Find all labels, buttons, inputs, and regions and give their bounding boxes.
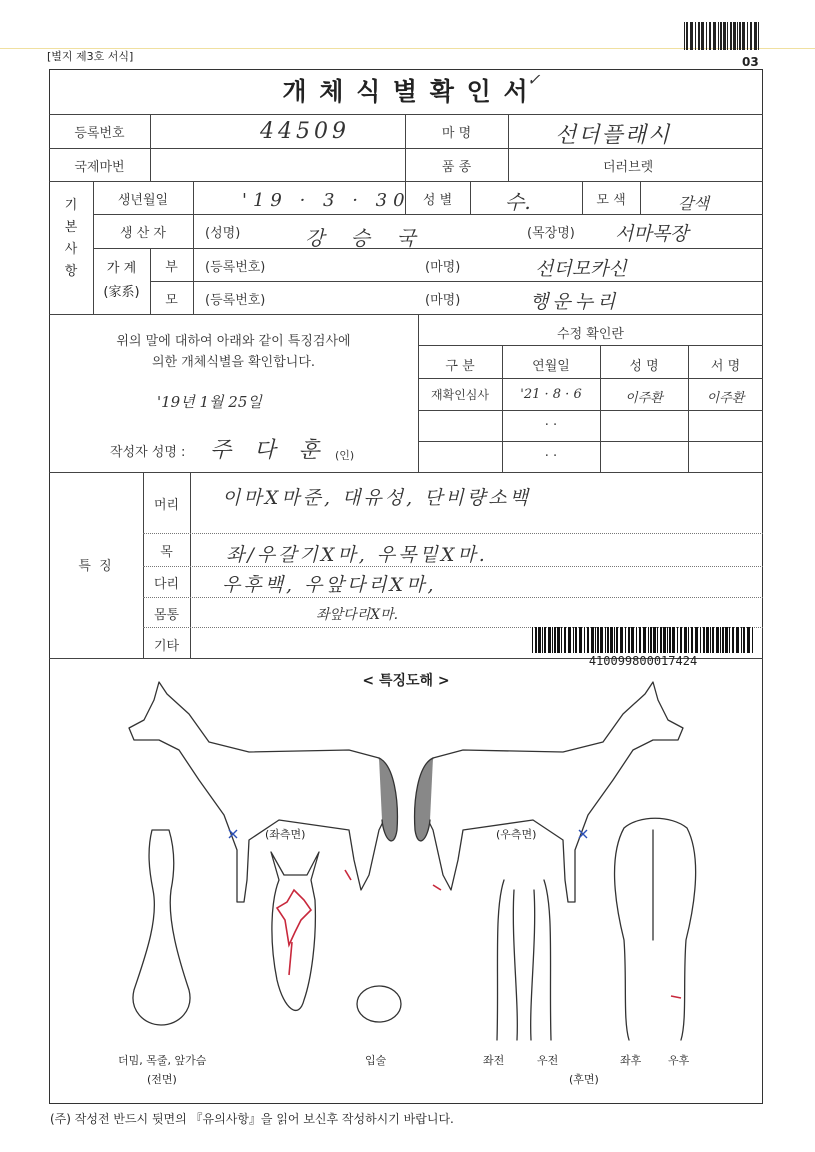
sex-label: 성 별	[422, 193, 453, 208]
statement-line-1: 위의 말에 대하여 아래와 같이 특징검사에	[116, 334, 351, 349]
rule	[143, 597, 763, 598]
barcode-bar	[750, 22, 752, 50]
statement-line-2: 의한 개체식별을 확인합니다.	[151, 355, 316, 370]
dam-label: 모	[165, 293, 178, 308]
barcode-bar	[732, 627, 734, 653]
feature-value-neck: 좌/우갈기X마, 우목밑X마.	[226, 544, 488, 566]
barcode-bar	[703, 627, 705, 653]
barcode-bar	[584, 627, 585, 653]
barcode-bar	[636, 627, 637, 653]
blue-x-mark	[229, 830, 237, 838]
dam-name-label: (마명)	[425, 293, 461, 308]
rule	[150, 114, 151, 181]
barcode-bar	[720, 22, 722, 50]
revision-header-type: 구 분	[445, 359, 475, 374]
diagram-title: < 특징도해 >	[362, 673, 450, 689]
title-check-mark: ✓	[527, 70, 541, 89]
barcode-bar	[686, 22, 688, 50]
barcode-bar	[725, 627, 728, 653]
rule	[418, 410, 763, 411]
feature-value-legs: 우후백, 우앞다리X마,	[222, 574, 437, 596]
revision-row-sign: 이주환	[706, 391, 745, 406]
sire-reg-label: (등록번호)	[205, 260, 266, 275]
barcode-bar	[701, 22, 704, 50]
rule	[418, 345, 763, 346]
barcode-bar	[669, 627, 671, 653]
barcode-bar	[653, 627, 656, 653]
sire-name-value: 선더모카신	[535, 258, 627, 280]
sire-label: 부	[165, 260, 178, 275]
barcode-bar	[713, 22, 716, 50]
barcode-bar	[568, 627, 571, 653]
rule	[49, 314, 763, 315]
barcode-bar	[663, 627, 666, 653]
barcode-bar	[706, 627, 709, 653]
feature-value-body: 좌앞다리X마.	[316, 607, 399, 623]
barcode-bar	[684, 627, 687, 653]
barcode-bar	[691, 627, 693, 653]
barcode-bar	[600, 627, 603, 653]
barcode-bar	[544, 627, 546, 653]
barcode-bar	[628, 627, 630, 653]
rule	[640, 181, 641, 214]
rule	[508, 114, 509, 181]
barcode-bar	[625, 627, 626, 653]
revision-row-date: · ·	[544, 418, 558, 433]
barcode-bar	[712, 627, 714, 653]
red-stripe	[289, 942, 292, 975]
barcode-bar	[718, 22, 719, 50]
barcode-bar	[605, 627, 606, 653]
feature-value-head: 이마X마준, 대유성, 단비량소백	[222, 487, 531, 509]
red-star-marking	[277, 890, 311, 945]
form-title: 개 체 식 별 확 인 서	[282, 77, 530, 106]
barcode-bar	[752, 627, 753, 653]
barcode-bar	[554, 627, 556, 653]
dam-name-value: 행운누리	[530, 291, 620, 313]
red-leg-mark	[433, 885, 441, 890]
barcode-bar	[677, 627, 678, 653]
barcode-bar	[597, 627, 599, 653]
rear-view-label: (후면)	[569, 1073, 599, 1086]
barcode-bar	[698, 22, 700, 50]
horse-name-value: 선더플래시	[555, 123, 672, 148]
rule	[193, 248, 194, 314]
author-value: 주 다 훈	[210, 438, 328, 463]
page-number: 03	[742, 55, 759, 69]
right-front-label: 우전	[537, 1054, 559, 1067]
confirm-date: '19년 1월 25일	[157, 393, 262, 411]
barcode-bar	[739, 22, 741, 50]
feature-label-head: 머리	[153, 498, 180, 513]
barcode-bar	[747, 627, 750, 653]
rule	[93, 214, 763, 215]
barcode-bar	[561, 627, 562, 653]
right-horse-outline	[423, 682, 683, 902]
barcode-bar	[575, 627, 577, 653]
birth-label: 생년월일	[117, 193, 169, 208]
producer-label: 생 산 자	[120, 226, 166, 241]
barcode-bar	[709, 22, 711, 50]
barcode-bar	[758, 22, 759, 50]
right-side-label: (우측면)	[496, 828, 537, 841]
rule	[190, 472, 191, 658]
barcode-bar	[587, 627, 589, 653]
basic-section-label: 기 본 사 항	[64, 198, 78, 279]
form-tag: [별지 제3호 서식]	[47, 50, 134, 63]
left-side-label: (좌측면)	[265, 828, 306, 841]
barcode-bar	[595, 627, 596, 653]
front-caption: 더밈, 목줄, 앞가슴	[118, 1054, 207, 1067]
barcode-bar	[535, 627, 537, 653]
barcode-bar	[643, 627, 646, 653]
barcode-bar	[700, 627, 701, 653]
rule	[418, 378, 763, 379]
barcode-bar	[723, 22, 726, 50]
barcode-bar	[552, 627, 553, 653]
breed-value: 더러브렛	[603, 160, 654, 175]
barcode-bar	[538, 627, 541, 653]
barcode-bar	[727, 22, 728, 50]
barcode-bar	[690, 22, 693, 50]
rule	[150, 281, 763, 282]
barcode-bar	[532, 627, 533, 653]
barcode-bar	[591, 627, 594, 653]
barcode-bar	[614, 627, 615, 653]
left-front-label: 좌전	[483, 1054, 505, 1067]
barcode-bar	[639, 627, 641, 653]
barcode-bar	[557, 627, 560, 653]
blue-x-mark	[579, 830, 587, 838]
barcode-bar	[720, 627, 721, 653]
rule	[143, 533, 763, 534]
red-leg-mark	[671, 996, 681, 998]
revision-header-date: 연월일	[532, 359, 570, 374]
barcode-bar	[650, 627, 652, 653]
barcode-bar	[667, 627, 668, 653]
revision-header-name: 성 명	[629, 359, 659, 374]
farm-value: 서마목장	[615, 223, 689, 245]
revision-row-date: '21 · 8 · 6	[520, 387, 582, 402]
barcode-bar	[737, 22, 738, 50]
barcode-bar	[741, 627, 742, 653]
left-horse-outline	[129, 682, 389, 902]
reg-no-label: 등록번호	[74, 126, 125, 141]
barcode-bar	[657, 627, 658, 653]
barcode-bar	[747, 22, 748, 50]
feature-label-neck: 목	[160, 545, 173, 560]
features-section-label: 특 징	[78, 559, 114, 574]
barcode-bar	[542, 627, 543, 653]
right-horse-tail	[415, 758, 433, 841]
top-barcode	[684, 22, 760, 50]
features-barcode	[532, 627, 754, 653]
barcode-bar	[742, 22, 745, 50]
barcode-bar	[672, 627, 675, 653]
barcode-bar	[680, 627, 682, 653]
author-label: 작성자 성명 :	[110, 445, 186, 460]
barcode-bar	[660, 627, 662, 653]
footer-note: (주) 작성전 반드시 뒷면의 『유의사항』을 읽어 보신후 작성하시기 바랍니다.	[50, 1112, 454, 1126]
revision-row-type: 재확인심사	[431, 388, 489, 402]
left-hind-label: 좌후	[620, 1054, 642, 1067]
left-horse-tail	[379, 758, 397, 841]
birth-value: '19 · 3 · 30	[242, 190, 411, 211]
sex-value: 수.	[505, 190, 531, 214]
farm-label: (목장명)	[527, 226, 575, 241]
producer-name-value: 강 승 국	[305, 226, 426, 250]
lips-outline	[357, 986, 401, 1022]
rule	[470, 181, 471, 214]
revision-row-name: 이주환	[625, 391, 663, 406]
barcode-bar	[695, 627, 698, 653]
barcode-bar	[754, 22, 757, 50]
breed-label: 품 종	[441, 160, 472, 175]
barcode-number: 410099800017424	[588, 654, 698, 668]
barcode-bar	[688, 627, 689, 653]
barcode-bar	[579, 627, 582, 653]
producer-name-label: (성명)	[205, 226, 241, 241]
barcode-bar	[564, 627, 566, 653]
rule	[418, 441, 763, 442]
revision-row-date: · ·	[544, 449, 558, 464]
barcode-bar	[631, 627, 634, 653]
lips-label: 입술	[365, 1054, 387, 1067]
feature-label-other: 기타	[153, 639, 180, 654]
revision-title: 수정 확인란	[557, 327, 624, 342]
reg-no-value: 44509	[260, 119, 350, 144]
rule	[49, 114, 763, 115]
barcode-bar	[736, 627, 739, 653]
right-hind-label: 우후	[668, 1054, 690, 1067]
feature-label-body: 몸통	[153, 608, 180, 623]
barcode-bar	[743, 627, 745, 653]
intl-no-label: 국제마번	[74, 160, 125, 175]
barcode-bar	[548, 627, 551, 653]
horse-name-label: 마 명	[441, 126, 472, 141]
red-leg-mark	[345, 870, 351, 880]
sire-name-label: (마명)	[425, 260, 461, 275]
barcode-bar	[722, 627, 724, 653]
barcode-bar	[684, 22, 685, 50]
front-legs-outline	[497, 880, 551, 1040]
rule	[49, 472, 763, 473]
barcode-bar	[733, 22, 736, 50]
barcode-bar	[710, 627, 711, 653]
barcode-bar	[620, 627, 623, 653]
revision-header-sign: 서 명	[710, 359, 741, 374]
author-seal: (인)	[335, 449, 355, 462]
barcode-bar	[730, 22, 732, 50]
barcode-bar	[716, 627, 719, 653]
barcode-bar	[616, 627, 618, 653]
dam-reg-label: (등록번호)	[205, 293, 266, 308]
barcode-bar	[573, 627, 574, 653]
barcode-bar	[695, 22, 696, 50]
barcode-bar	[607, 627, 609, 653]
rear-view-outline	[615, 818, 696, 1040]
color-value: 갈색	[678, 194, 709, 213]
front-neck-outline	[133, 830, 190, 1025]
barcode-bar	[648, 627, 649, 653]
color-label: 모 색	[596, 193, 626, 208]
barcode-bar	[729, 627, 730, 653]
barcode-bar	[706, 22, 707, 50]
feature-label-legs: 다리	[153, 577, 180, 592]
horse-diagram	[49, 680, 763, 1090]
lineage-label: 가 계 (家系)	[103, 261, 140, 300]
barcode-bar	[610, 627, 613, 653]
front-view-label: (전면)	[147, 1073, 177, 1086]
rule	[49, 181, 763, 182]
